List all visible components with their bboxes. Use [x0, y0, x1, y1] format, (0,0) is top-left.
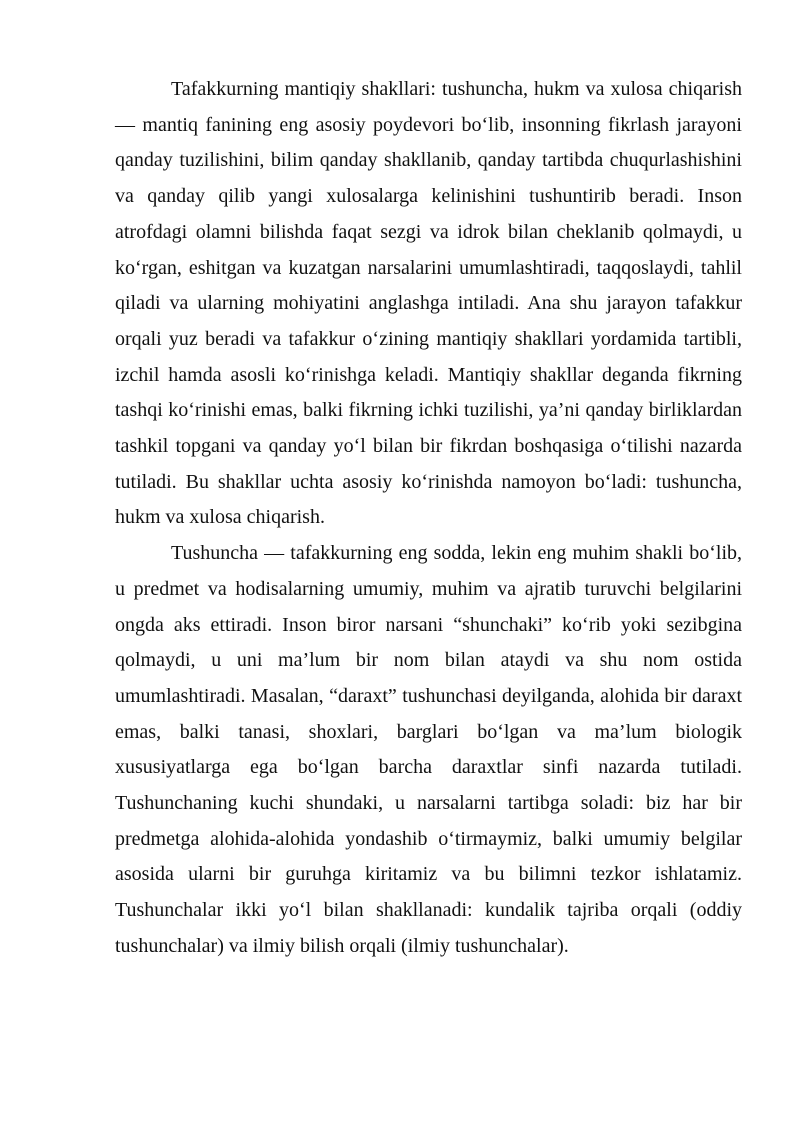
document-page	[115, 72, 742, 965]
paragraph: Tafakkurning mantiqiy shakllari: tushuncha, hukm va xulosa chiqarish — mantiq fanining eng asosiy poydevori bo‘lib, insonning fikrlash jarayoni qanday tuzilishini, bilim qanday shakllanib, qanday tartibda chuqurlashishini va qanday qilib yangi xulosalarga kelinishini tushuntirib beradi. Inson atrofdagi olamni bilishda faqat sezgi va idrok bilan cheklanib qolmaydi, u ko‘rgan, eshitgan va kuzatgan narsalarini umumlashtiradi, taqqoslaydi, tahlil qiladi va ularning mohiyatini anglashga intiladi. Ana shu jarayon tafakkur orqali yuz beradi va tafakkur o‘zining mantiqiy shakllari yordamida tartibli, izchil hamda asosli ko‘rinishga keladi. Mantiqiy shakllar deganda fikrning tashqi ko‘rinishi emas, balki fikrning ichki tuzilishi, ya’ni qanday birliklardan tashkil topgani va qanday yo‘l bilan bir fikrdan boshqasiga o‘tilishi nazarda tutiladi. Bu shakllar uchta asosiy ko‘rinishda namoyon bo‘ladi: tushuncha, hukm va xulosa chiqarish.	[115, 78, 742, 529]
paragraph: Tushuncha — tafakkurning eng sodda, lekin eng muhim shakli bo‘lib, u predmet va hodisalarning umumiy, muhim va ajratib turuvchi belgilarini ongda aks ettiradi. Inson biror narsani “shunchaki” ko‘rib yoki sezibgina qolmaydi, u uni ma’lum bir nom bilan ataydi va shu nom ostida umumlashtiradi. Masalan, “daraxt” tushunchasi deyilganda, alohida bir daraxt emas, balki tanasi, shoxlari, barglari bo‘lgan va ma’lum biologik xususiyatlarga ega bo‘lgan barcha daraxtlar sinfi nazarda tutiladi. Tushunchaning kuchi shundaki, u narsalarni tartibga soladi: biz har bir predmetga alohida-alohida yondashib o‘tirmaymiz, balki umumiy belgilar asosida ularni bir guruhga kiritamiz va bu bilimni tezkor ishlatamiz. Tushunchalar ikki yo‘l bilan shakllanadi: kundalik tajriba orqali (oddiy tushunchalar) va ilmiy bilish orqali (ilmiy tushunchalar).	[115, 542, 742, 957]
